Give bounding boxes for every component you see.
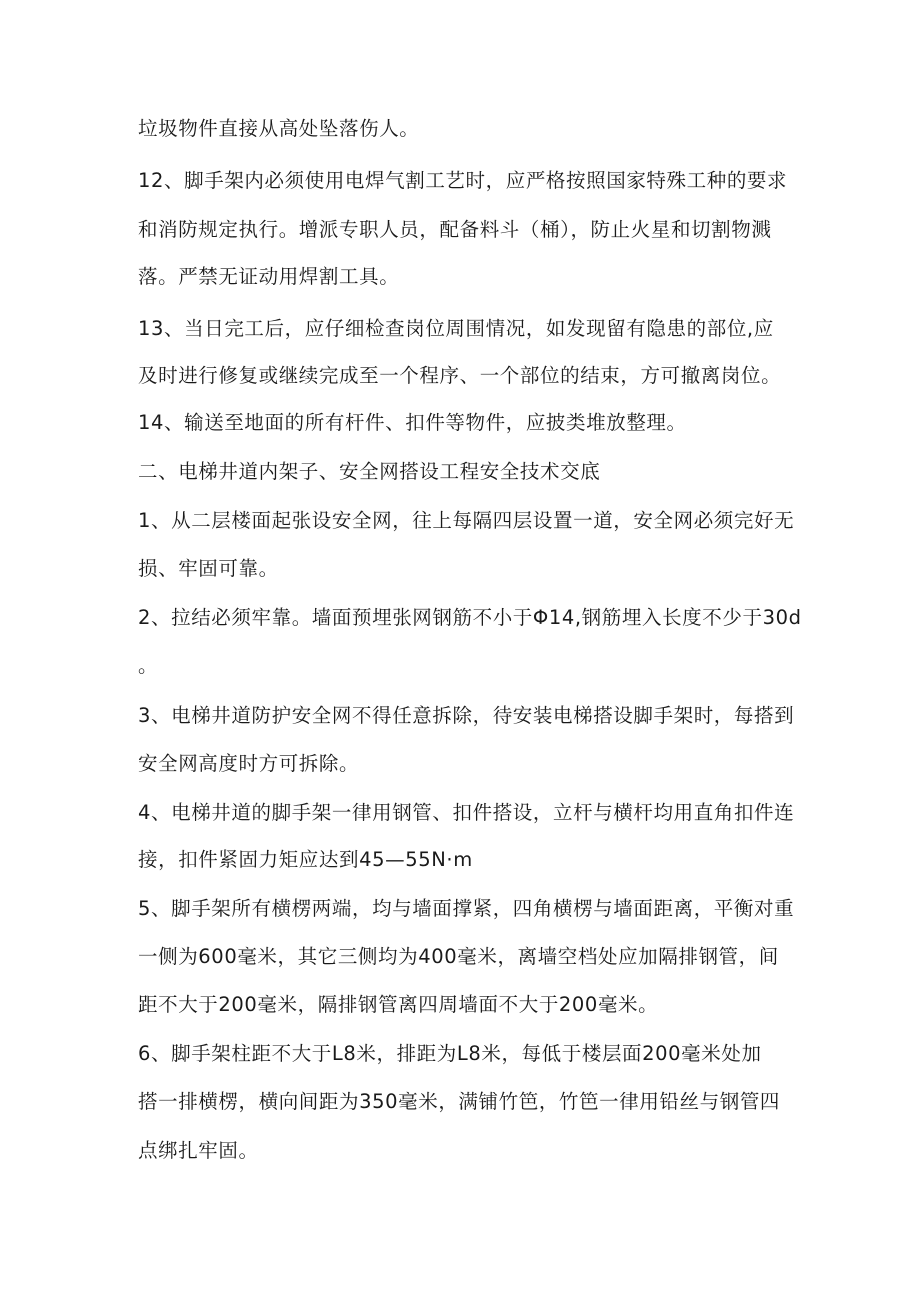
text-line: 12、脚手架内必须使用电焊气割工艺时，应严格按照国家特殊工种的要求 xyxy=(138,169,788,192)
text-line: 搭一排横楞，横向间距为350毫米，满铺竹笆，竹笆一律用铅丝与钢管四 xyxy=(138,1090,781,1113)
text-line: 。 xyxy=(138,654,159,677)
text-line: 1、从二层楼面起张设安全网，往上每隔四层设置一道，安全网必须完好无 xyxy=(138,509,795,532)
text-line: 13、当日完工后，应仔细检查岗位周围情况，如发现留有隐患的部位,应 xyxy=(138,317,774,340)
text-line: 6、脚手架柱距不大于L8米，排距为L8米，每低于楼层面200毫米处加 xyxy=(138,1042,762,1065)
text-line: 垃圾物件直接从高处坠落伤人。 xyxy=(138,117,420,140)
text-line: 落。严禁无证动用焊割工具。 xyxy=(138,265,400,288)
text-line: 点绑扎牢固。 xyxy=(138,1139,259,1162)
text-line: 和消防规定执行。增派专职人员，配备料斗（桶），防止火星和切割物溅 xyxy=(138,218,772,241)
text-line: 5、脚手架所有横楞两端，均与墙面撑紧，四角横楞与墙面距离，平衡对重 xyxy=(138,897,795,920)
text-line: 一侧为600毫米，其它三侧均为400毫米，离墙空档处应加隔排钢管，间 xyxy=(138,945,779,968)
text-line: 损、牢固可靠。 xyxy=(138,557,279,580)
text-line: 4、电梯井道的脚手架一律用钢管、扣件搭设，立杆与横杆均用直角扣件连 xyxy=(138,801,795,824)
text-line: 接，扣件紧固力矩应达到45—55N·m xyxy=(138,848,473,871)
text-line: 2、拉结必须牢靠。墙面预埋张网钢筋不小于Φ14,钢筋埋入长度不少于30d xyxy=(138,606,802,629)
text-line: 14、输送至地面的所有杆件、扣件等物件，应披类堆放整理。 xyxy=(138,411,687,434)
section-heading: 二、电梯井道内架子、安全网搭设工程安全技术交底 xyxy=(138,460,601,483)
text-line: 安全网高度时方可拆除。 xyxy=(138,752,360,775)
text-line: 3、电梯井道防护安全网不得任意拆除，待安装电梯搭设脚手架时，每搭到 xyxy=(138,704,795,727)
text-line: 距不大于200毫米，隔排钢管离四周墙面不大于200毫米。 xyxy=(138,993,659,1016)
text-line: 及时进行修复或继续完成至一个程序、一个部位的结束，方可撤离岗位。 xyxy=(138,364,782,387)
